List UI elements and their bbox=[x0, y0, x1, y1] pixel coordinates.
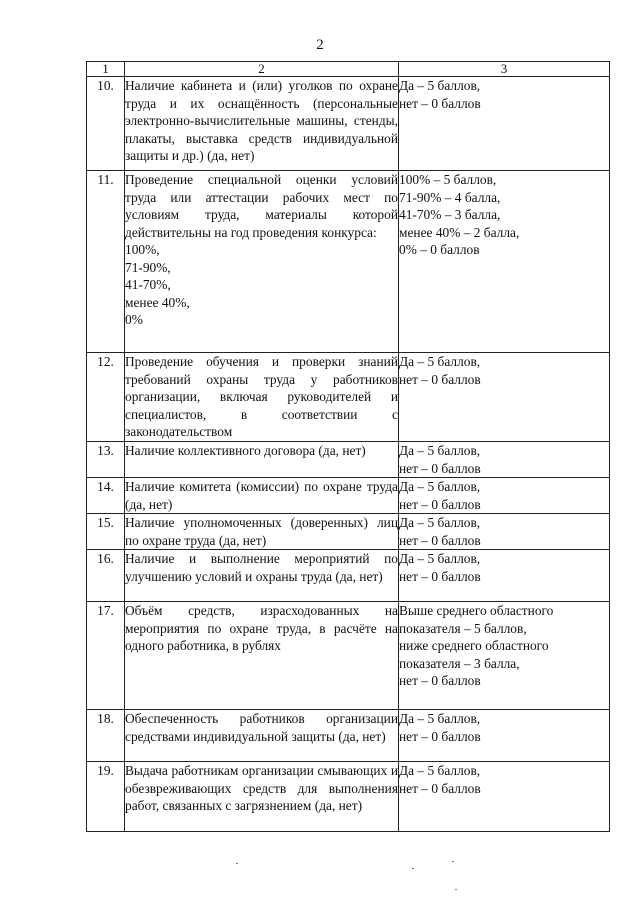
criterion-option: 100%, bbox=[125, 242, 160, 257]
score-line: Да – 5 баллов, bbox=[399, 763, 481, 778]
table-header-row bbox=[87, 62, 610, 77]
score-line: Да – 5 баллов, bbox=[399, 354, 481, 369]
criterion-option: 0% bbox=[125, 312, 143, 327]
criterion-score bbox=[399, 171, 610, 353]
scan-speck bbox=[455, 889, 457, 890]
score-line: нет – 0 баллов bbox=[399, 496, 481, 512]
criterion-description bbox=[125, 602, 399, 710]
table-row bbox=[87, 762, 610, 832]
criterion-text: Проведение обучения и проверки знаний требований охраны труда у работников организации, включая руководителей и специалистов, в соответствии с законодательством bbox=[125, 354, 398, 439]
score-line: нет – 0 баллов bbox=[399, 95, 481, 111]
criterion-text: Обеспеченность работников организации средствами индивидуальной защиты (да, нет) bbox=[125, 711, 398, 744]
criterion-description bbox=[125, 478, 399, 514]
criterion-score bbox=[399, 353, 610, 442]
score-line: нет – 0 баллов bbox=[399, 568, 481, 584]
header-col-2: 2 bbox=[125, 62, 399, 77]
score-line: 41-70% – 3 балла, bbox=[399, 207, 501, 222]
criterion-text: Объём средств, израсходованных на мероприятия по охране труда, в расчёте на одного работника, в рублях bbox=[125, 603, 398, 653]
score-line: Да – 5 баллов, bbox=[399, 515, 481, 530]
criterion-description bbox=[125, 710, 399, 762]
row-number: 17. bbox=[87, 602, 125, 710]
scan-speck bbox=[236, 863, 238, 864]
criterion-score bbox=[399, 442, 610, 478]
score-line: Да – 5 баллов, bbox=[399, 551, 481, 566]
criterion-description bbox=[125, 514, 399, 550]
score-line: ниже среднего областного bbox=[399, 638, 549, 653]
score-line: Да – 5 баллов, bbox=[399, 78, 481, 93]
score-line: показателя – 5 баллов, bbox=[399, 620, 527, 636]
row-number: 10. bbox=[87, 77, 125, 171]
row-number: 18. bbox=[87, 710, 125, 762]
score-line: Да – 5 баллов, bbox=[399, 711, 481, 726]
row-number: 16. bbox=[87, 550, 125, 602]
table-row bbox=[87, 442, 610, 478]
table-row bbox=[87, 550, 610, 602]
score-line: нет – 0 баллов bbox=[399, 371, 481, 387]
table-row bbox=[87, 478, 610, 514]
score-line: нет – 0 баллов bbox=[399, 673, 481, 688]
score-line: Выше среднего областного bbox=[399, 603, 554, 618]
criterion-score bbox=[399, 550, 610, 602]
score-line: 0% – 0 баллов bbox=[399, 242, 480, 257]
criterion-description bbox=[125, 171, 399, 353]
criterion-score bbox=[399, 602, 610, 710]
criterion-text: Проведение специальной оценки условий труда или аттестации рабочих мест по условиям труда, материалы которой действительны на год проведения конкурса: bbox=[125, 172, 398, 240]
table-row bbox=[87, 710, 610, 762]
criterion-score bbox=[399, 514, 610, 550]
score-line: Да – 5 баллов, bbox=[399, 479, 481, 494]
criterion-description bbox=[125, 442, 399, 478]
table-row bbox=[87, 77, 610, 171]
criterion-score bbox=[399, 710, 610, 762]
criterion-description bbox=[125, 550, 399, 602]
score-line: показателя – 3 балла, bbox=[399, 655, 520, 671]
scan-speck bbox=[412, 868, 414, 869]
score-line: нет – 0 баллов bbox=[399, 532, 481, 548]
criterion-text: Наличие кабинета и (или) уголков по охране труда и их оснащённость (персональные электронно-вычислительные машины, стенды, плакаты, выставка средств индивидуальной защиты и др.) (да, нет) bbox=[125, 78, 398, 163]
row-number: 12. bbox=[87, 353, 125, 442]
criterion-text: Наличие коллективного договора (да, нет) bbox=[125, 443, 366, 458]
criterion-score bbox=[399, 77, 610, 171]
row-number: 14. bbox=[87, 478, 125, 514]
score-line: менее 40% – 2 балла, bbox=[399, 224, 520, 240]
score-line: 71-90% – 4 балла, bbox=[399, 189, 501, 205]
row-number: 15. bbox=[87, 514, 125, 550]
header-col-3: 3 bbox=[399, 62, 610, 77]
criterion-option: 41-70%, bbox=[125, 277, 171, 292]
criterion-description bbox=[125, 77, 399, 171]
table-row bbox=[87, 171, 610, 353]
page-number: 2 bbox=[316, 37, 324, 53]
criterion-text: Наличие уполномоченных (доверенных) лиц по охране труда (да, нет) bbox=[125, 515, 398, 548]
criterion-text: Наличие комитета (комиссии) по охране труда (да, нет) bbox=[125, 479, 398, 512]
score-line: Да – 5 баллов, bbox=[399, 443, 481, 458]
score-line: 100% – 5 баллов, bbox=[399, 172, 497, 187]
criterion-description bbox=[125, 353, 399, 442]
row-number: 13. bbox=[87, 442, 125, 478]
criterion-option: менее 40%, bbox=[125, 294, 190, 310]
table-row bbox=[87, 602, 610, 710]
criterion-option: 71-90%, bbox=[125, 259, 171, 275]
row-number: 19. bbox=[87, 762, 125, 832]
criterion-text: Выдача работникам организации смывающих и обезвреживающих средств для выполнения работ, связанных с загрязнением (да, нет) bbox=[125, 763, 398, 813]
table-row bbox=[87, 353, 610, 442]
criteria-table bbox=[86, 61, 610, 832]
scan-speck bbox=[452, 861, 454, 862]
criterion-text: Наличие и выполнение мероприятий по улучшению условий и охраны труда (да, нет) bbox=[125, 551, 398, 584]
criterion-description bbox=[125, 762, 399, 832]
criterion-score bbox=[399, 478, 610, 514]
score-line: нет – 0 баллов bbox=[399, 728, 481, 744]
row-number: 11. bbox=[87, 171, 125, 353]
score-line: нет – 0 баллов bbox=[399, 460, 481, 476]
table-row bbox=[87, 514, 610, 550]
score-line: нет – 0 баллов bbox=[399, 780, 481, 796]
criterion-score bbox=[399, 762, 610, 832]
header-col-1: 1 bbox=[87, 62, 125, 77]
